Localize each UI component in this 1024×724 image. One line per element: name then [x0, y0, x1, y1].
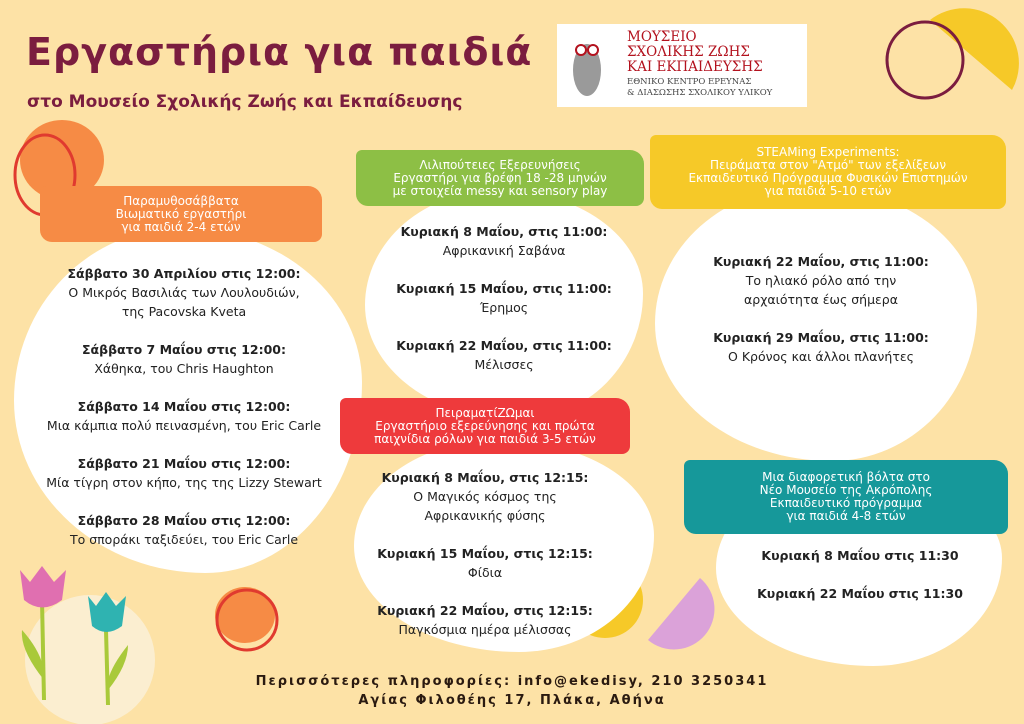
event-item: Σάββατο 28 Μαΐου στις 12:00: Το σποράκι ταξιδεύει, του Eric Carle	[69, 513, 299, 547]
events-fairytale	[14, 264, 354, 568]
workshop-banner-fairytale: Παραμυθοσάββατα Βιωματικό εργαστήρι για παιδιά 2-4 ετών	[40, 186, 322, 242]
workshop-banner-infants: Λιλιπούτειες Εξερευνήσεις Εργαστήρι για βρέφη 18 -28 μηνών με στοιχεία messy και sensory play	[356, 150, 644, 206]
workshop-banner-acropolis: Μια διαφορετική βόλτα στο Νέο Μουσείο της Ακρόπολης Εκπαιδευτικό πρόγραμμα για παιδιά 4-8 ετών	[684, 460, 1008, 534]
events-infants	[365, 222, 643, 393]
page-title: Εργαστήρια για παιδιά	[26, 30, 533, 74]
workshop-banner-steaming: STEAMing Experiments: Πειράματα στον "Ατμό" των εξελίξεων Εκπαιδευτικό Πρόγραμμα Φυσικών Επιστημών για παιδιά 5-10 ετών	[650, 135, 1006, 209]
maroon-ring-decoration	[887, 22, 963, 98]
footer-contact: Περισσότερες πληροφορίες: info@ekedisy, 210 3250341	[255, 674, 769, 689]
event-item: Κυριακή 8 Μαΐου, στις 12:15: Ο Μαγικός κόσμος της Αφρικανικής φύσης	[381, 470, 589, 523]
workshop-banner-experiments: ΠειραματίΖΩμαι Εργαστήριο εξερεύνησης και πρώτα παιχνίδια ρόλων για παιδιά 3-5 ετών	[340, 398, 630, 454]
event-item: Κυριακή 29 Μαΐου, στις 11:00: Ο Κρόνος και άλλοι πλανήτες	[713, 330, 929, 364]
page-subtitle: στο Μουσείο Σχολικής Ζωής και Εκπαίδευσης	[27, 92, 463, 112]
owl-icon	[565, 32, 607, 100]
event-item: Σάββατο 21 Μαΐου στις 12:00: Μία τίγρη στον κήπο, της της Lizzy Stewart	[46, 456, 322, 490]
event-item: Κυριακή 22 Μαΐου, στις 11:00: Το ηλιακό ρόλο από την αρχαιότητα έως σήμερα	[713, 254, 929, 307]
event-item: Σάββατο 7 Μαΐου στις 12:00: Χάθηκα, του Chris Haughton	[82, 342, 286, 376]
event-item: Κυριακή 22 Μαΐου, στις 12:15: Παγκόσμια ημέρα μέλισσας	[377, 603, 593, 637]
events-acropolis	[700, 546, 1020, 622]
events-experiments	[340, 468, 630, 658]
event-item: Κυριακή 8 Μαΐου, στις 11:00: Αφρικανική Σαβάνα	[400, 224, 608, 258]
event-item: Κυριακή 22 Μαΐου, στις 11:00: Μέλισσες	[396, 338, 612, 372]
yellow-half-circle-decoration	[930, 8, 1019, 90]
event-item: Κυριακή 22 Μαΐου στις 11:30	[757, 586, 963, 601]
event-item: Σάββατο 14 Μαΐου στις 12:00: Μια κάμπια πολύ πεινασμένη, του Eric Carle	[46, 399, 322, 433]
event-item: Κυριακή 8 Μαΐου στις 11:30	[761, 548, 959, 563]
museum-logo: ΜΟΥΣΕΙΟ ΣΧΟΛΙΚΗΣ ΖΩΗΣ ΚΑΙ ΕΚΠΑΙΔΕΥΣΗΣ ΕΘΝΙΚΟ ΚΕΝΤΡΟ ΕΡΕΥΝΑΣ & ΔΙΑΣΩΣΗΣ ΣΧΟΛΙΚΟΥ ΥΛΙΚΟΥ	[557, 24, 807, 107]
event-item: Κυριακή 15 Μαΐου, στις 12:15: Φίδια	[377, 546, 593, 580]
footer-address: Αγίας Φιλοθέης 17, Πλάκα, Αθήνα	[358, 693, 666, 708]
event-item: Κυριακή 15 Μαΐου, στις 11:00: Έρημος	[396, 281, 612, 315]
event-item: Σάββατο 30 Απριλίου στις 12:00: Ο Μικρός Βασιλιάς των Λουλουδιών, της Pacovska Kveta	[67, 266, 301, 319]
events-steaming	[655, 252, 987, 385]
